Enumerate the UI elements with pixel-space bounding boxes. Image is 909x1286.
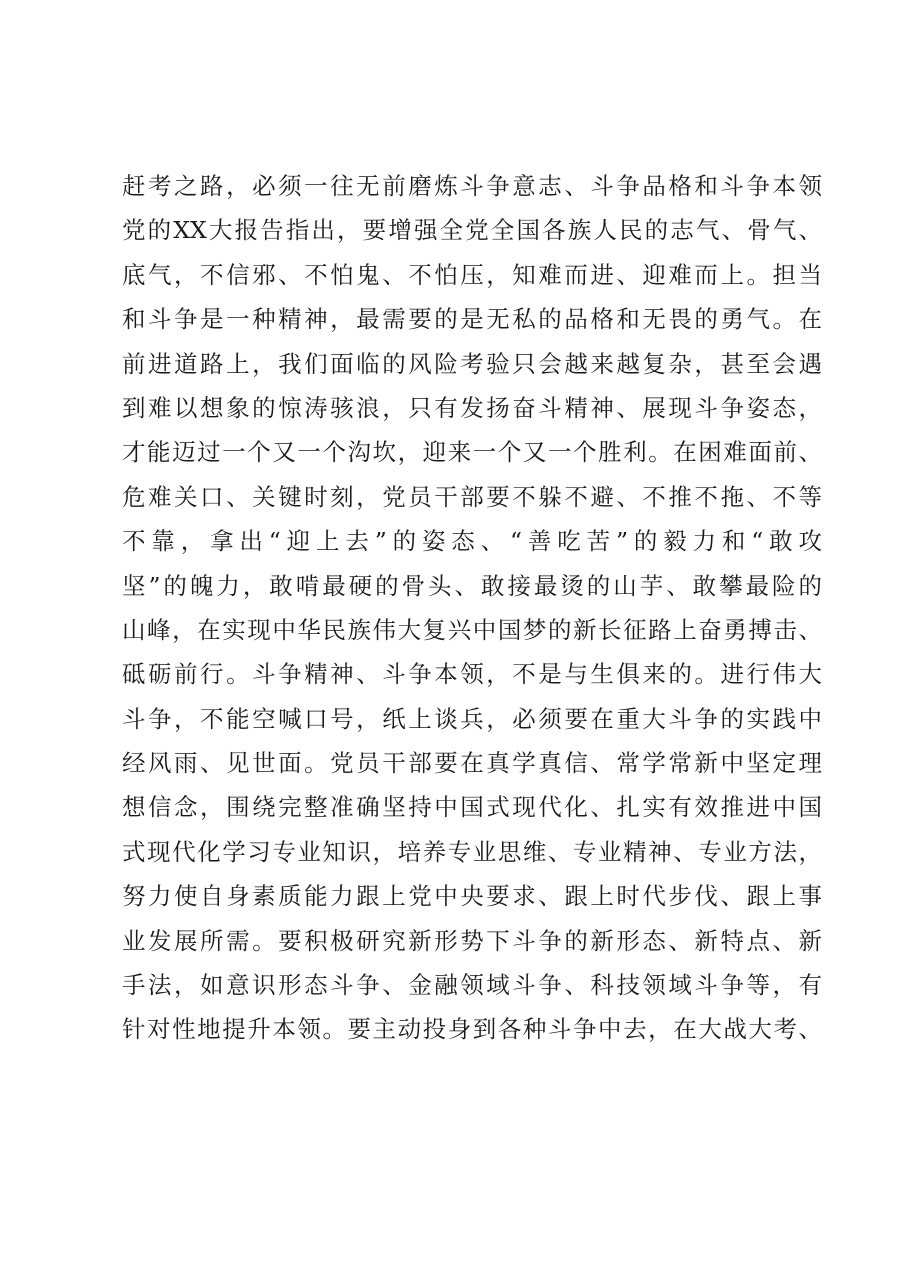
text-line: 前进道路上，我们面临的风险考验只会越来越复杂，甚至会遇 [122, 349, 822, 378]
text-line: 努力使自身素质能力跟上党中央要求、跟上时代步伐、跟上事 [122, 882, 822, 911]
text-line: 危难关口、关键时刻，党员干部要不躲不避、不推不拖、不等 [122, 482, 822, 511]
document-body [122, 164, 822, 1052]
text-line: 到难以想象的惊涛骇浪，只有发扬奋斗精神、展现斗争姿态， [122, 393, 822, 422]
text-line: 坚”的魄力，敢啃最硬的骨头、敢接最烫的山芋、敢攀最险的 [122, 571, 822, 600]
text-line: 山峰，在实现中华民族伟大复兴中国梦的新长征路上奋勇搏击、 [122, 615, 822, 644]
text-line: 不靠，拿出“迎上去”的姿态、“善吃苦”的毅力和“敢攻 [122, 527, 822, 556]
text-line: 底气，不信邪、不怕鬼、不怕压，知难而进、迎难而上。担当 [122, 260, 822, 289]
text-line: 才能迈过一个又一个沟坎，迎来一个又一个胜利。在困难面前、 [122, 438, 822, 467]
text-line: 式现代化学习专业知识，培养专业思维、专业精神、专业方法， [122, 837, 822, 866]
text-line: 想信念，围绕完整准确坚持中国式现代化、扎实有效推进中国 [122, 793, 822, 822]
text-line: 赶考之路，必须一往无前磨炼斗争意志、斗争品格和斗争本领 [122, 172, 822, 200]
text-line: 业发展所需。要积极研究新形势下斗争的新形态、新特点、新 [122, 926, 822, 955]
text-line: 经风雨、见世面。党员干部要在真学真信、常学常新中坚定理 [122, 749, 822, 778]
text-line: 针对性地提升本领。要主动投身到各种斗争中去，在大战大考、 [122, 1015, 822, 1044]
text-line: 斗争，不能空喊口号，纸上谈兵，必须要在重大斗争的实践中 [122, 704, 822, 733]
text-line: 手法，如意识形态斗争、金融领域斗争、科技领域斗争等，有 [122, 971, 822, 1000]
text-line: 砥砺前行。斗争精神、斗争本领，不是与生俱来的。进行伟大 [122, 660, 822, 689]
text-line: 党的XX大报告指出，要增强全党全国各族人民的志气、骨气、 [122, 216, 822, 245]
text-line: 和斗争是一种精神，最需要的是无私的品格和无畏的勇气。在 [122, 305, 822, 334]
